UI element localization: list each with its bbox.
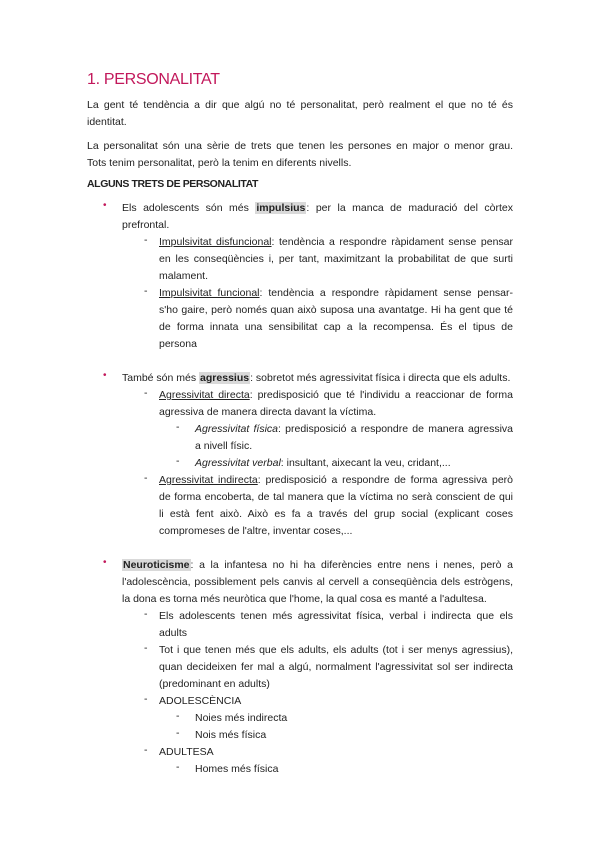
agressivitat-indirecta-line3: li està fent això. Això es fa a través del grup social (explicant coses bbox=[159, 508, 513, 520]
neuroticisme-line3: la dona es torna més neuròtica que l'home, la qual cosa es manté a l'adultesa. bbox=[122, 593, 487, 605]
impulsivitat-disfuncional-line3: malament. bbox=[159, 270, 209, 282]
agressivitat-indirecta-line4: compromeses de l'altre, inventar coses,... bbox=[159, 525, 353, 537]
dash: - bbox=[176, 727, 180, 739]
dash: - bbox=[144, 642, 148, 654]
bullet-neuroticisme: • bbox=[103, 557, 107, 568]
agressivitat-fisica-line1: Agressivitat física: predisposició a respondre de manera agressiva bbox=[195, 423, 513, 435]
adultesa-item1: Homes més física bbox=[195, 763, 279, 775]
neuroticisme-line2: l'adolescència, possiblement pels canvis al cervell a conseqüència dels estrògens, bbox=[122, 576, 513, 588]
impulsivitat-disfuncional-line1: Impulsivitat disfuncional: tendència a respondre ràpidament sense pensar bbox=[159, 236, 513, 248]
neuro-item1-line1: Els adolescents tenen més agressivitat física, verbal i indirecta que els bbox=[159, 610, 513, 622]
agressivitat-fisica-line2: a nivell físic. bbox=[195, 440, 253, 452]
agressius-line1: També són més agressius: sobretot més agressivitat física i directa que els adults. bbox=[122, 372, 511, 384]
impulsivitat-funcional-line3: de forma innata una sensibilitat cap a la recompensa. És el tipus de bbox=[159, 321, 513, 333]
highlight-agressius: agressius bbox=[200, 372, 250, 384]
impulsivitat-funcional-line2: s'ho gaire, però només quan això suposa una avantatge. Hi ha gent que té bbox=[159, 304, 513, 316]
adolescencia-item1: Noies més indirecta bbox=[195, 712, 288, 724]
bullet-agressius: • bbox=[103, 370, 107, 381]
adolescencia-item2: Nois més física bbox=[195, 729, 267, 741]
highlight-impulsius: impulsius bbox=[256, 202, 306, 214]
dash: - bbox=[144, 387, 148, 399]
intro-p2-line2: Tots tenim personalitat, però la tenim en diferents nivells. bbox=[87, 157, 352, 169]
neuro-item2-line2: quan decideixen fer mal a algú, normalment l'agressivitat sol ser indirecta bbox=[159, 661, 513, 673]
agressivitat-directa-line1: Agressivitat directa: predisposició que té l'individu a reaccionar de forma bbox=[159, 389, 514, 401]
dash: - bbox=[144, 472, 148, 484]
agressivitat-directa-line2: agressiva de manera directa davant la víctima. bbox=[159, 406, 377, 418]
dash: - bbox=[144, 285, 148, 297]
impulsius-line2: prefrontal. bbox=[122, 219, 170, 231]
impulsivitat-disfuncional-line2: en les conseqüències i, per tant, maximitzant la probabilitat de que surti bbox=[159, 253, 513, 265]
neuroticisme-line1: Neuroticisme: a la infantesa no hi ha diferències entre nens i nenes, però a bbox=[123, 559, 513, 571]
dash: - bbox=[144, 234, 148, 246]
dash: - bbox=[176, 710, 180, 722]
agressivitat-verbal-line1: Agressivitat verbal: insultant, aixecant la veu, cridant,... bbox=[195, 457, 451, 469]
page-title: 1. PERSONALITAT bbox=[87, 71, 220, 88]
adolescencia-heading: ADOLESCÈNCIA bbox=[159, 695, 242, 707]
dash: - bbox=[144, 693, 148, 705]
agressivitat-indirecta-line2: de forma encoberta, de tal manera que la víctima no serà conscient de qui bbox=[159, 491, 513, 503]
adultesa-heading: ADULTESA bbox=[159, 746, 214, 758]
impulsivitat-funcional-line4: persona bbox=[159, 338, 197, 350]
highlight-neuroticisme: Neuroticisme bbox=[123, 559, 190, 571]
intro-p1-line1: La gent té tendència a dir que algú no té personalitat, però realment el que no té és bbox=[87, 99, 513, 111]
impulsius-line1: Els adolescents són més impulsius: per la manca de maduració del còrtex bbox=[122, 202, 513, 214]
neuro-item2-line3: (predominant en adults) bbox=[159, 678, 270, 690]
dash: - bbox=[176, 421, 180, 433]
dash: - bbox=[144, 744, 148, 756]
dash: - bbox=[176, 761, 180, 773]
intro-p1-line2: identitat. bbox=[87, 116, 127, 128]
section-subtitle: ALGUNS TRETS DE PERSONALITAT bbox=[87, 178, 258, 190]
impulsivitat-funcional-line1: Impulsivitat funcional: tendència a respondre ràpidament sense pensar- bbox=[159, 287, 513, 299]
agressivitat-indirecta-line1: Agressivitat indirecta: predisposició a respondre de forma agressiva però bbox=[159, 474, 514, 486]
neuro-item2-line1: Tot i que tenen més que els adults, els adults (tot i ser menys agressius), bbox=[159, 644, 513, 656]
dash: - bbox=[176, 455, 180, 467]
bullet-impulsius: • bbox=[103, 200, 107, 211]
neuro-item1-line2: adults bbox=[159, 627, 188, 639]
intro-p2-line1: La personalitat són una sèrie de trets que tenen les persones en major o menor grau. bbox=[87, 140, 513, 152]
dash: - bbox=[144, 608, 148, 620]
